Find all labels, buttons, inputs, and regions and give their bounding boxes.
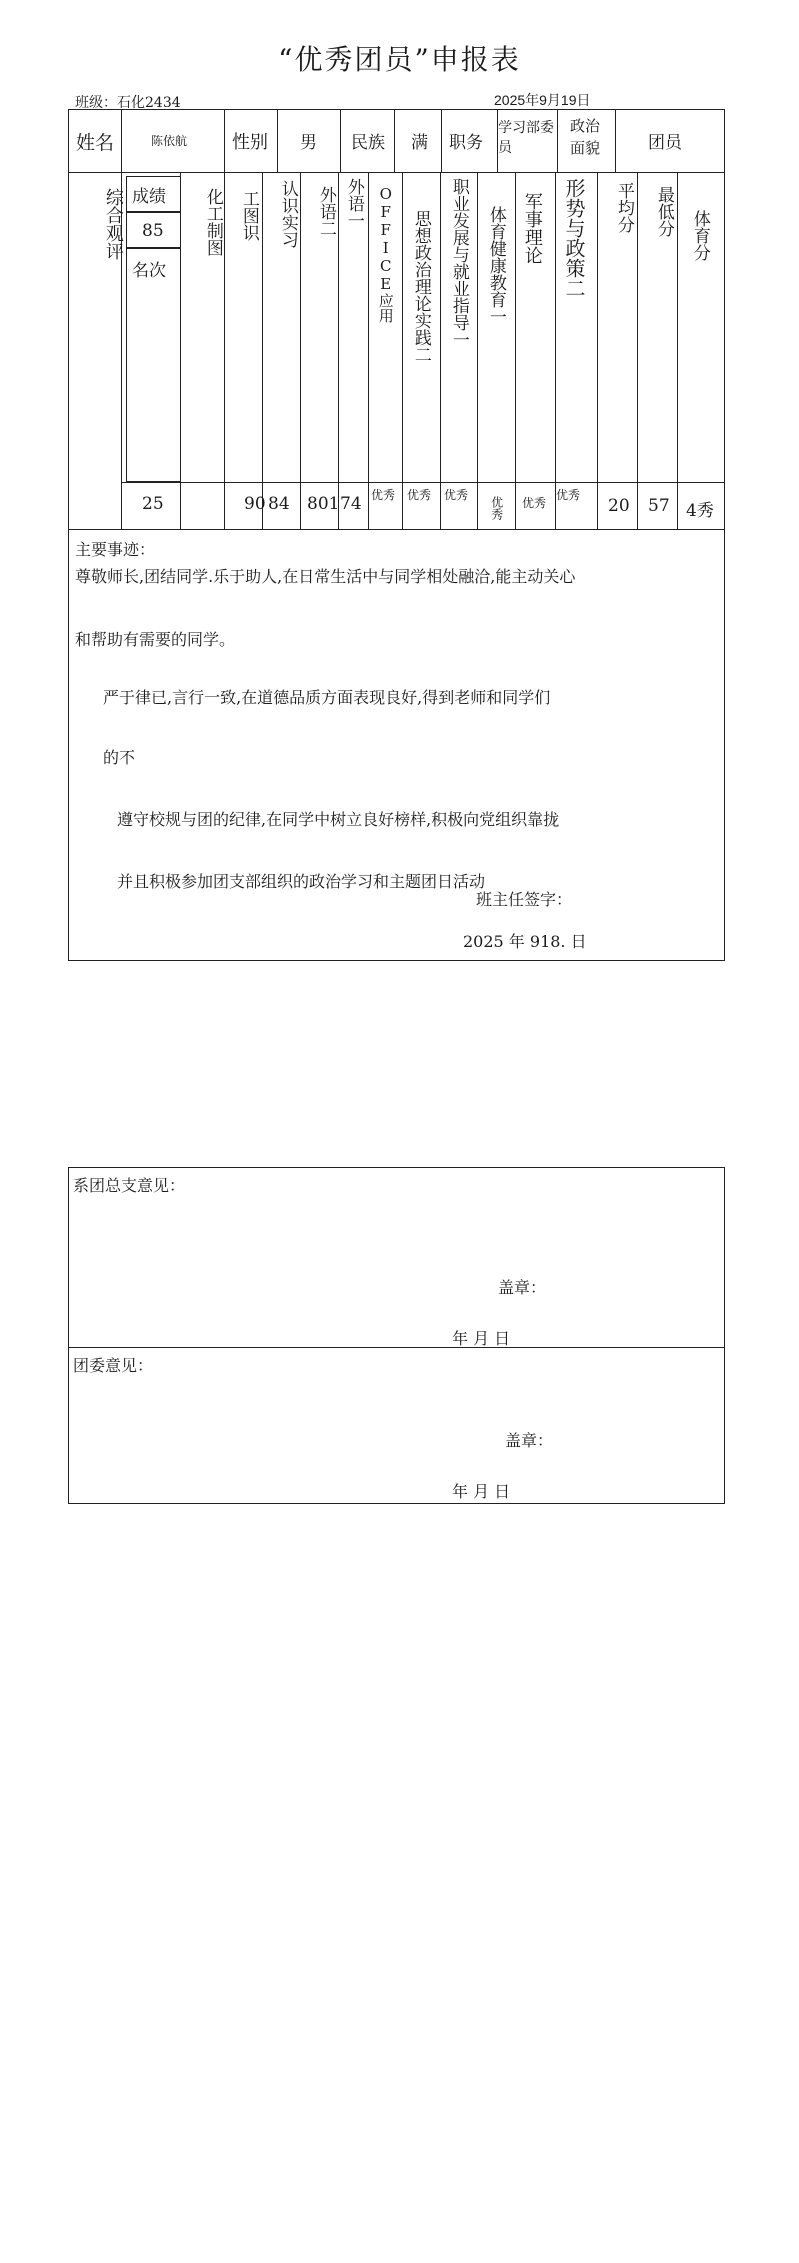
position-label: 职务 xyxy=(449,133,483,153)
deeds-line-3: 严于律已,言行一致,在道德品质方面表现良好,得到老师和同学们 xyxy=(103,688,551,707)
deeds-line-1: 尊敬师长,团结同学.乐于助人,在日常生活中与同学相处融洽,能主动关心 xyxy=(75,567,576,586)
subject-value-9: 优秀 xyxy=(522,496,547,510)
name-value: 陈依航 xyxy=(151,134,188,148)
teacher-signature-label: 班主任签字： xyxy=(476,890,573,909)
subject-value-3: 801 xyxy=(307,494,340,514)
subject-label-2: 认识实习 xyxy=(277,180,298,248)
page-title: “优秀团员”申报表 xyxy=(278,43,521,76)
subject-label-12: 最低分 xyxy=(653,186,674,237)
subject-label-3: 外语二 xyxy=(315,186,336,237)
ethnicity-value: 满 xyxy=(411,133,428,153)
subject-label-0: 化工制图 xyxy=(202,188,223,256)
subject-label-5: OFFICE应用 xyxy=(376,185,395,323)
grade-value: 85 xyxy=(142,221,164,241)
subject-label-10: 形势与政策二 xyxy=(562,178,586,298)
class-label: 班级：石化2434 xyxy=(75,95,181,111)
subject-value-12: 57 xyxy=(648,496,670,516)
subject-label-4: 外语一 xyxy=(343,178,364,229)
grade-label: 成绩 xyxy=(132,187,166,207)
subject-label-13: 体育分 xyxy=(689,210,710,261)
deeds-label: 主要事迹： xyxy=(75,540,156,559)
subject-value-2: 84 xyxy=(268,494,290,514)
ethnicity-label: 民族 xyxy=(351,133,385,153)
committee-opinion-box xyxy=(68,1347,725,1504)
subject-value-8: 优秀 xyxy=(489,496,504,520)
political-label: 政治面貌 xyxy=(570,117,601,157)
deeds-line-2: 和帮助有需要的同学。 xyxy=(75,630,236,649)
subject-value-5: 优秀 xyxy=(371,488,396,502)
deeds-line-5: 遵守校规与团的纪律,在同学中树立良好榜样,积极向党组织靠拢 xyxy=(117,810,560,829)
subject-value-10: 优秀 xyxy=(556,488,581,502)
subject-value-6: 优秀 xyxy=(407,488,432,502)
rank-label: 名次 xyxy=(132,261,166,281)
political-value: 团员 xyxy=(648,133,682,153)
subject-label-11: 平均分 xyxy=(613,182,634,233)
rank-value: 25 xyxy=(142,494,164,514)
gender-label: 性别 xyxy=(232,132,268,153)
gender-value: 男 xyxy=(300,133,317,153)
deeds-line-4: 的不 xyxy=(103,748,136,767)
subject-value-13: 4秀 xyxy=(686,501,714,521)
subject-value-7: 优秀 xyxy=(444,488,469,502)
subject-label-9: 军事理论 xyxy=(521,192,543,264)
name-label: 姓名 xyxy=(76,132,115,154)
date-top: 2025年9月19日 xyxy=(494,92,591,108)
comprehensive-label: 综合观评 xyxy=(102,188,124,260)
branch-seal-label: 盖章： xyxy=(498,1278,547,1297)
branch-opinion-label: 系团总支意见： xyxy=(73,1176,186,1195)
subject-label-1: 工图识 xyxy=(238,190,259,241)
subject-label-6: 思想政治理论实践二 xyxy=(410,210,431,363)
deeds-date: 2025 年 918. 日 xyxy=(463,932,587,951)
committee-seal-label: 盖章： xyxy=(505,1431,554,1450)
subject-value-4: 74 xyxy=(340,494,362,514)
committee-date: 年 月 日 xyxy=(452,1482,511,1501)
branch-date: 年 月 日 xyxy=(452,1329,511,1348)
position-value: 学习部委员 xyxy=(498,120,554,156)
subject-value-11: 20 xyxy=(608,496,630,516)
deeds-line-6: 并且积极参加团支部组织的政治学习和主题团日活动 xyxy=(117,872,486,891)
subject-label-7: 职业发展与就业指导一 xyxy=(448,178,469,348)
subject-label-8: 体育健康教育一 xyxy=(485,206,506,325)
subject-value-1: 90 xyxy=(244,494,266,514)
committee-opinion-label: 团委意见： xyxy=(73,1356,154,1375)
